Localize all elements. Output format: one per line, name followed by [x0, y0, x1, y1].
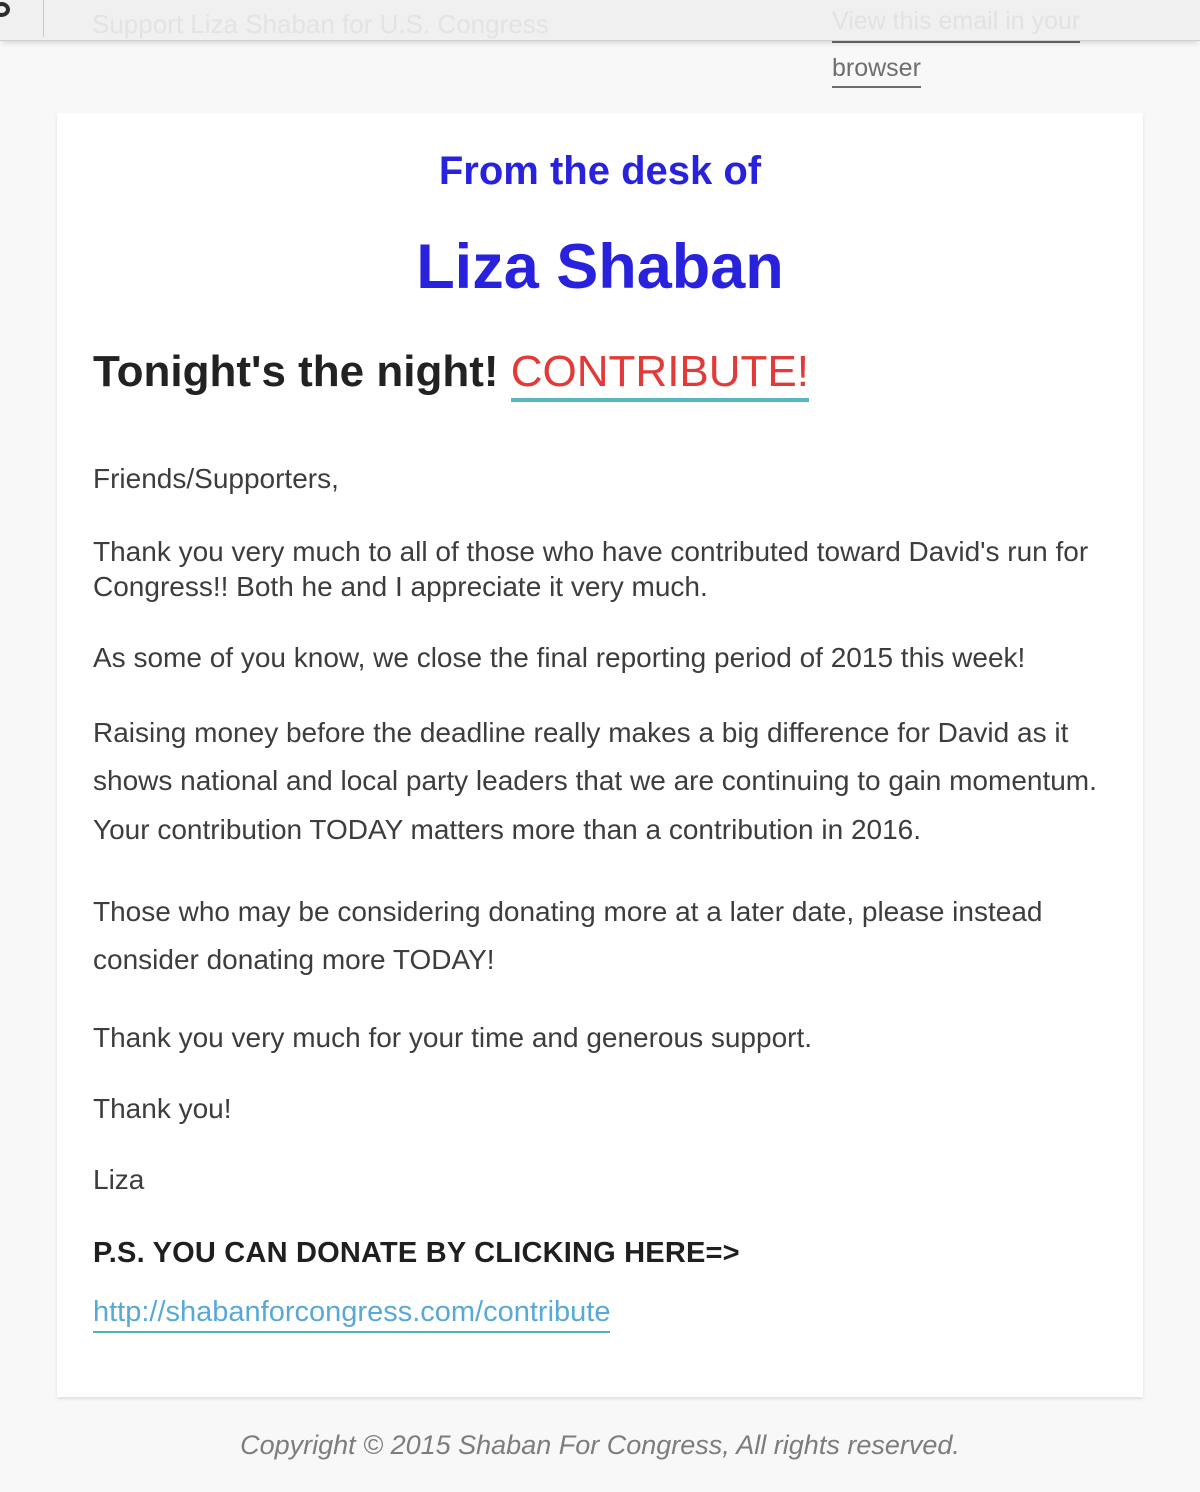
email-headline [93, 349, 1107, 395]
header-divider [43, 0, 44, 37]
headline-text: Tonight's the night! [93, 347, 499, 396]
view-in-browser-link[interactable] [832, 7, 1082, 88]
paragraph-thanks-support: Thank you very much for your time and generous support. [93, 1021, 813, 1053]
masthead-sender-name: Liza Shaban [416, 232, 784, 302]
donate-url-link[interactable]: http://shabanforcongress.com/contribute [93, 1296, 610, 1333]
paragraph-thank-you: Thank you! [93, 1092, 232, 1124]
paragraph-salutation: Friends/Supporters, [93, 463, 339, 495]
copyright-footer: Copyright © 2015 Shaban For Congress, All rights reserved. [240, 1430, 960, 1460]
paragraph-signature: Liza [93, 1163, 145, 1195]
paragraph-donate-today: Those who may be considering donating more at a later date, please instead consider donating more TODAY! [93, 895, 1043, 975]
email-body-copy [93, 461, 1107, 1197]
masthead-from-the-desk: From the desk of [438, 149, 762, 193]
paragraph-thank-you-contributors: Thank you very much to all of those who have contributed toward David's run for Congress!! Both he and I appreciate it very much. [93, 536, 1089, 603]
partial-reload-icon [0, 2, 10, 17]
paragraph-raising-money: Raising money before the deadline really makes a big difference for David as it shows national and local party leaders that we are continuing to gain momentum. Your contribution TODAY matters more than a contribution in 2016. [93, 717, 1097, 845]
paragraph-reporting-period: As some of you know, we close the final reporting period of 2015 this week! [93, 642, 1026, 674]
email-body-card [57, 113, 1143, 1397]
contribute-link[interactable]: CONTRIBUTE! [511, 347, 809, 402]
view-in-browser-line2[interactable]: browser [832, 54, 921, 88]
email-preheader-text: Support Liza Shaban for U.S. Congress [92, 9, 549, 39]
ps-donate-label: P.S. YOU CAN DONATE BY CLICKING HERE=> [93, 1236, 740, 1269]
view-in-browser-line1[interactable]: View this email in your [832, 7, 1080, 43]
